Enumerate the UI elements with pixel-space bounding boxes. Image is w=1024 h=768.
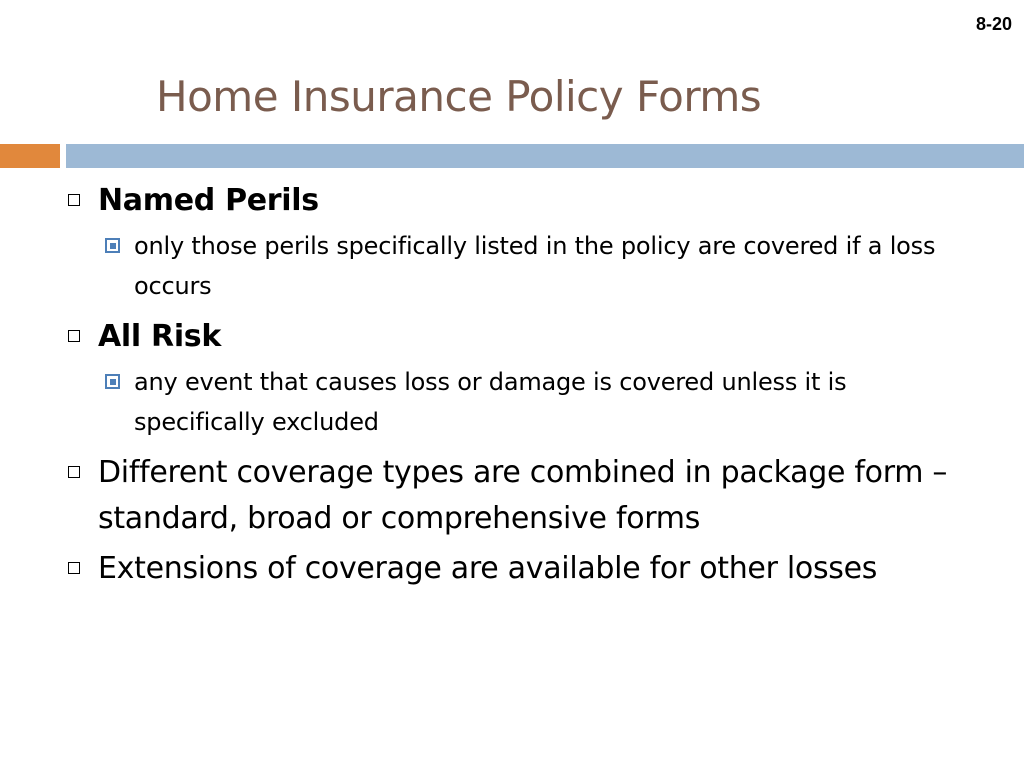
- bullet-text: Extensions of coverage are available for other losses: [98, 551, 878, 586]
- sub-bullet-text: any event that causes loss or damage is covered unless it is specifically excluded: [134, 368, 847, 436]
- accent-bar-blue: [66, 144, 1024, 168]
- bullet-named-perils: [64, 178, 964, 224]
- hollow-square-bullet-icon: [68, 562, 80, 574]
- bullet-package-forms: [64, 450, 964, 542]
- bullet-list: [64, 178, 964, 596]
- slide-title: Home Insurance Policy Forms: [156, 72, 762, 121]
- bullet-text: Different coverage types are combined in package form – standard, broad or comprehensive forms: [98, 455, 948, 536]
- bullet-text: All Risk: [98, 319, 222, 354]
- bullet-all-risk: [64, 314, 964, 360]
- slide-number: 8-20: [975, 14, 1012, 34]
- bullet-text: Named Perils: [98, 183, 319, 218]
- hollow-square-bullet-icon: [68, 466, 80, 478]
- filled-square-bullet-icon: [105, 374, 120, 389]
- bullet-extensions: [64, 546, 964, 592]
- accent-bar-orange: [0, 144, 60, 168]
- sub-bullet-named-perils: [100, 226, 964, 306]
- hollow-square-bullet-icon: [68, 194, 80, 206]
- hollow-square-bullet-icon: [68, 330, 80, 342]
- sub-bullet-text: only those perils specifically listed in the policy are covered if a loss occurs: [134, 232, 936, 300]
- sub-bullet-all-risk: [100, 362, 964, 442]
- filled-square-bullet-icon: [105, 238, 120, 253]
